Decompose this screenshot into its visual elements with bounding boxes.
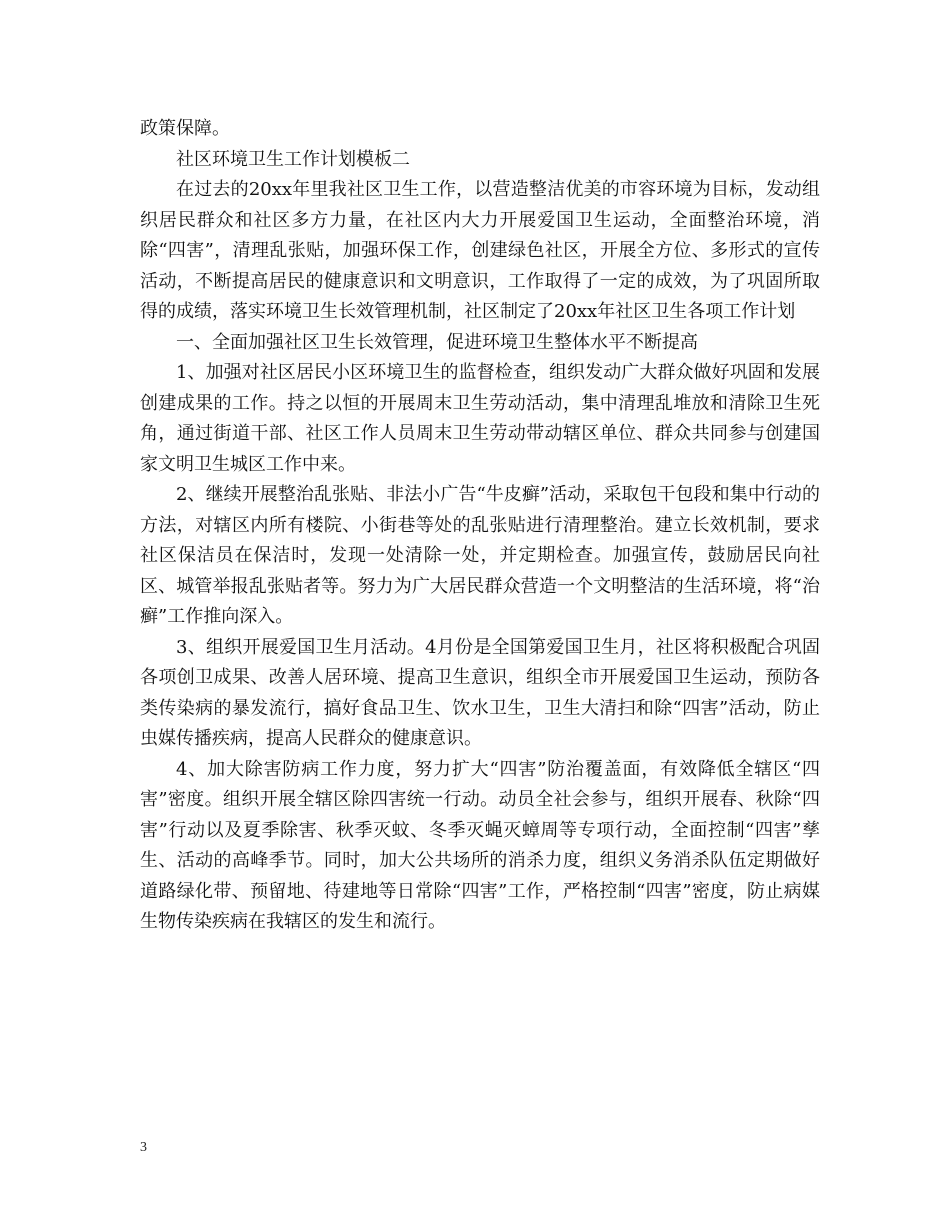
document-body: [140, 114, 820, 938]
heading-part-one: 一、全面加强社区卫生长效管理，促进环境卫生整体水平不断提高: [176, 331, 698, 353]
paragraph-item-4: 4、加大除害防病工作力度，努力扩大“四害”防治覆盖面，有效降低全辖区“四害”密度。组织开展全辖区除四害统一行动。动员全社会参与，组织开展春、秋除“四害”行动以及夏季除害、秋季灭蚊、冬季灭蝇灭蟑周等专项行动，全面控制“四害”孳生、活动的高峰季节。同时，加大公共场所的消杀力度，组织义务消杀队伍定期做好道路绿化带、预留地、待建地等日常除“四害”工作，严格控制“四害”密度，防止病媒生物传染疾病在我辖区的发生和流行。: [140, 758, 820, 932]
paragraph-intro: 在过去的20xx年里我社区卫生工作，以营造整洁优美的市容环境为目标，发动组织居民群众和社区多方力量，在社区内大力开展爱国卫生运动，全面整治环境，消除“四害”，清理乱张贴，加强环保工作，创建绿色社区，开展全方位、多形式的宣传活动，不断提高居民的健康意识和文明意识，工作取得了一定的成效，为了巩固所取得的成绩，落实环境卫生长效管理机制，社区制定了20xx年社区卫生各项工作计划: [140, 179, 820, 322]
paragraph-item-2: 2、继续开展整治乱张贴、非法小广告“牛皮癣”活动，采取包干包段和集中行动的方法，对辖区内所有楼院、小街巷等处的乱张贴进行清理整治。建立长效机制，要求社区保洁员在保洁时，发现一处清除一处，并定期检查。加强宣传，鼓励居民向社区、城管举报乱张贴者等。努力为广大居民群众营造一个文明整洁的生活环境，将“治癣”工作推向深入。: [140, 484, 820, 627]
paragraph-item-1: 1、加强对社区居民小区环境卫生的监督检查，组织发动广大群众做好巩固和发展创建成果的工作。持之以恒的开展周末卫生劳动活动，集中清理乱堆放和清除卫生死角，通过街道干部、社区工作人员周末卫生劳动带动辖区单位、群众共同参与创建国家文明卫生城区工作中来。: [140, 362, 820, 475]
section-title: 社区环境卫生工作计划模板二: [176, 148, 410, 170]
page-number: 3: [140, 1140, 147, 1155]
paragraph-policy-guarantee: 政策保障。: [140, 118, 230, 139]
paragraph-item-3: 3、组织开展爱国卫生月活动。4月份是全国第爱国卫生月，社区将积极配合巩固各项创卫成果、改善人居环境、提高卫生意识，组织全市开展爱国卫生运动，预防各类传染病的暴发流行，搞好食品卫生、饮水卫生，卫生大清扫和除“四害”活动，防止虫媒传播疾病，提高人民群众的健康意识。: [140, 636, 820, 749]
